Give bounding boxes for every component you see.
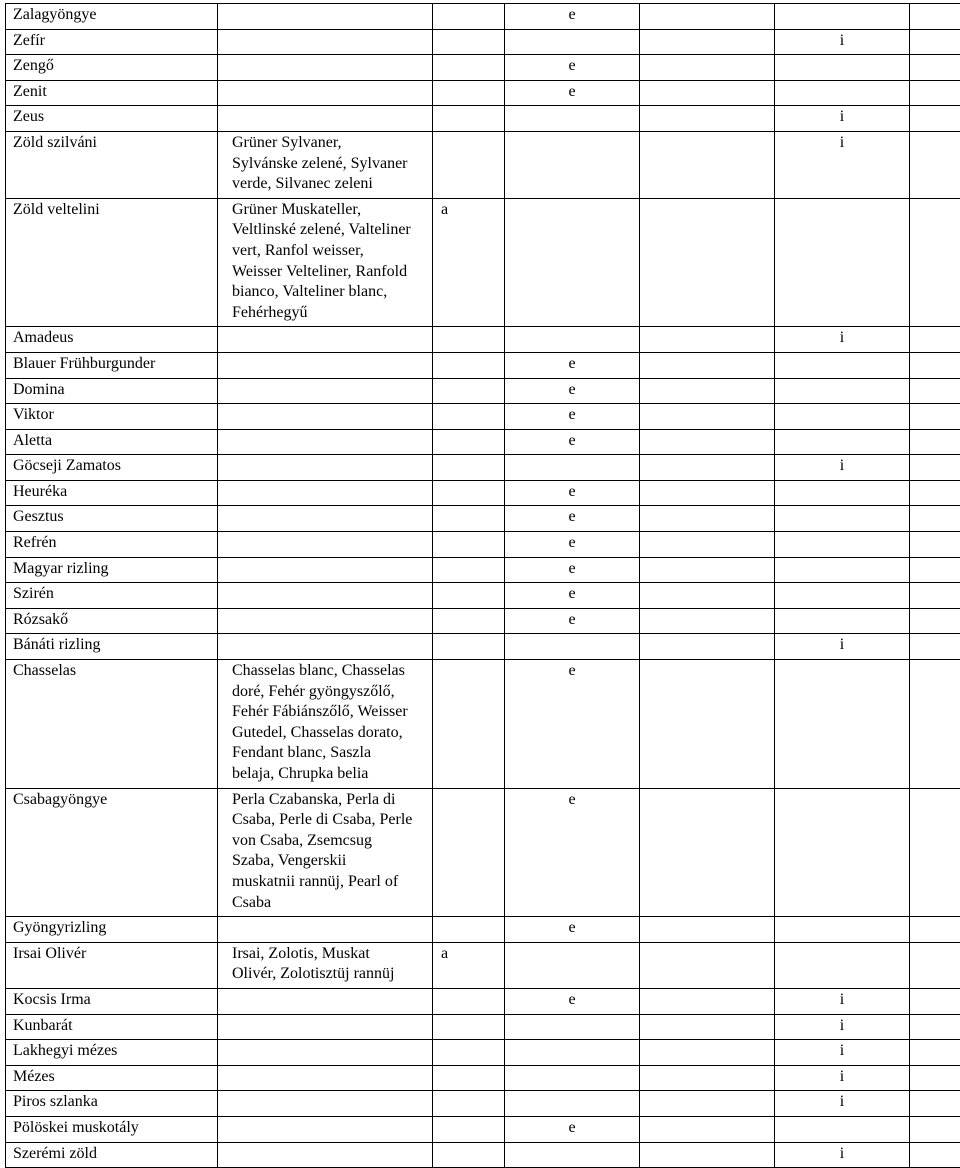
table-row (6, 80, 960, 106)
synonyms-cell (218, 532, 433, 558)
empty-cell (640, 634, 775, 660)
synonyms-cell (218, 378, 433, 404)
mark-e-cell: e (505, 352, 640, 378)
mark-a-cell (433, 1014, 505, 1040)
mark-a-cell (433, 634, 505, 660)
empty-cell (640, 80, 775, 106)
table-row (6, 942, 960, 988)
mark-e-cell (505, 29, 640, 55)
table-row (6, 608, 960, 634)
synonyms-cell (218, 352, 433, 378)
synonyms-cell: Chasselas blanc, Chasselas doré, Fehér gyöngyszőlő, Fehér Fábiánszőlő, Weisser Gutedel, Chasselas dorato, Fendant blanc, Saszla belaja, Chrupka belia (218, 660, 433, 789)
synonyms-cell (218, 4, 433, 30)
variety-name-cell: Zefír (6, 29, 218, 55)
mark-i-cell (775, 583, 910, 609)
mark-i-cell: i (775, 634, 910, 660)
table-row (6, 429, 960, 455)
mark-a-cell: a (433, 942, 505, 988)
synonyms-cell: Perla Czabanska, Perla di Csaba, Perle di Csaba, Perle von Csaba, Zsemcsug Szaba, Vengerskii muskatnii rannüj, Pearl of Csaba (218, 788, 433, 917)
mark-e-cell (505, 634, 640, 660)
variety-name-cell: Mézes (6, 1065, 218, 1091)
table-row (6, 106, 960, 132)
table-row (6, 480, 960, 506)
empty-cell (910, 198, 960, 327)
table-row (6, 29, 960, 55)
mark-i-cell (775, 480, 910, 506)
variety-name-cell: Kunbarát (6, 1014, 218, 1040)
variety-name-cell: Amadeus (6, 327, 218, 353)
mark-a-cell (433, 378, 505, 404)
mark-i-cell (775, 660, 910, 789)
empty-cell (910, 378, 960, 404)
synonyms-cell (218, 1065, 433, 1091)
mark-a-cell (433, 917, 505, 943)
mark-i-cell (775, 404, 910, 430)
table-row (6, 917, 960, 943)
synonyms-cell (218, 1014, 433, 1040)
table-row (6, 131, 960, 198)
mark-e-cell: e (505, 788, 640, 917)
mark-i-cell (775, 788, 910, 917)
mark-i-cell (775, 557, 910, 583)
synonyms-cell (218, 988, 433, 1014)
mark-a-cell (433, 1116, 505, 1142)
mark-a-cell (433, 1091, 505, 1117)
empty-cell (910, 80, 960, 106)
variety-name-cell: Lakhegyi mézes (6, 1040, 218, 1066)
mark-e-cell (505, 1040, 640, 1066)
variety-name-cell: Bánáti rizling (6, 634, 218, 660)
empty-cell (910, 506, 960, 532)
mark-e-cell: e (505, 608, 640, 634)
mark-i-cell: i (775, 455, 910, 481)
mark-i-cell: i (775, 1065, 910, 1091)
table-body (6, 4, 960, 1168)
empty-cell (640, 378, 775, 404)
empty-cell (910, 455, 960, 481)
empty-cell (910, 634, 960, 660)
mark-a-cell (433, 55, 505, 81)
empty-cell (910, 583, 960, 609)
empty-cell (910, 788, 960, 917)
synonyms-cell (218, 583, 433, 609)
mark-e-cell: e (505, 80, 640, 106)
synonyms-cell (218, 106, 433, 132)
variety-name-cell: Viktor (6, 404, 218, 430)
synonyms-cell (218, 480, 433, 506)
empty-cell (910, 4, 960, 30)
empty-cell (640, 506, 775, 532)
mark-e-cell (505, 942, 640, 988)
mark-i-cell: i (775, 1142, 910, 1168)
mark-a-cell (433, 327, 505, 353)
variety-name-cell: Gyöngyrizling (6, 917, 218, 943)
mark-i-cell: i (775, 988, 910, 1014)
mark-a-cell (433, 532, 505, 558)
table-row (6, 506, 960, 532)
empty-cell (640, 480, 775, 506)
variety-name-cell: Aletta (6, 429, 218, 455)
synonyms-cell (218, 557, 433, 583)
synonyms-cell (218, 634, 433, 660)
empty-cell (910, 532, 960, 558)
mark-i-cell (775, 506, 910, 532)
empty-cell (640, 4, 775, 30)
mark-i-cell (775, 532, 910, 558)
mark-a-cell (433, 80, 505, 106)
mark-e-cell: e (505, 917, 640, 943)
empty-cell (640, 1091, 775, 1117)
table-row (6, 4, 960, 30)
variety-name-cell: Kocsis Irma (6, 988, 218, 1014)
empty-cell (640, 1040, 775, 1066)
table-row (6, 404, 960, 430)
table-row (6, 788, 960, 917)
empty-cell (910, 352, 960, 378)
mark-i-cell (775, 80, 910, 106)
mark-i-cell (775, 55, 910, 81)
empty-cell (640, 352, 775, 378)
synonyms-cell: Grüner Sylvaner, Sylvánske zelené, Sylvaner verde, Silvanec zeleni (218, 131, 433, 198)
mark-e-cell: e (505, 55, 640, 81)
empty-cell (640, 660, 775, 789)
variety-name-cell: Pölöskei muskotály (6, 1116, 218, 1142)
variety-name-cell: Szirén (6, 583, 218, 609)
synonyms-cell (218, 1142, 433, 1168)
mark-i-cell (775, 429, 910, 455)
empty-cell (910, 917, 960, 943)
mark-a-cell (433, 455, 505, 481)
empty-cell (640, 1142, 775, 1168)
table-row (6, 1116, 960, 1142)
mark-i-cell (775, 608, 910, 634)
table-row (6, 583, 960, 609)
synonyms-cell (218, 429, 433, 455)
mark-a-cell: a (433, 198, 505, 327)
empty-cell (640, 404, 775, 430)
variety-name-cell: Zenit (6, 80, 218, 106)
variety-name-cell: Csabagyöngye (6, 788, 218, 917)
mark-e-cell: e (505, 506, 640, 532)
variety-name-cell: Gesztus (6, 506, 218, 532)
empty-cell (640, 988, 775, 1014)
mark-a-cell (433, 1040, 505, 1066)
empty-cell (910, 1065, 960, 1091)
mark-i-cell: i (775, 1040, 910, 1066)
synonyms-cell: Irsai, Zolotis, Muskat Olivér, Zolotisztüj rannüj (218, 942, 433, 988)
empty-cell (640, 1014, 775, 1040)
mark-e-cell (505, 327, 640, 353)
mark-a-cell (433, 583, 505, 609)
mark-i-cell: i (775, 106, 910, 132)
table-row (6, 532, 960, 558)
variety-name-cell: Zalagyöngye (6, 4, 218, 30)
mark-a-cell (433, 429, 505, 455)
synonyms-cell (218, 506, 433, 532)
table-row (6, 55, 960, 81)
mark-a-cell (433, 4, 505, 30)
empty-cell (910, 608, 960, 634)
mark-a-cell (433, 352, 505, 378)
table-row (6, 198, 960, 327)
synonyms-cell (218, 1116, 433, 1142)
empty-cell (640, 327, 775, 353)
empty-cell (640, 608, 775, 634)
mark-e-cell: e (505, 429, 640, 455)
mark-e-cell (505, 1014, 640, 1040)
mark-i-cell (775, 4, 910, 30)
mark-i-cell (775, 378, 910, 404)
mark-a-cell (433, 131, 505, 198)
mark-i-cell: i (775, 131, 910, 198)
empty-cell (640, 532, 775, 558)
empty-cell (910, 1091, 960, 1117)
empty-cell (640, 131, 775, 198)
mark-a-cell (433, 106, 505, 132)
empty-cell (640, 1116, 775, 1142)
synonyms-cell (218, 1091, 433, 1117)
mark-a-cell (433, 557, 505, 583)
mark-i-cell: i (775, 1091, 910, 1117)
variety-name-cell: Domina (6, 378, 218, 404)
mark-a-cell (433, 608, 505, 634)
empty-cell (640, 198, 775, 327)
empty-cell (910, 1014, 960, 1040)
empty-cell (640, 455, 775, 481)
table-row (6, 988, 960, 1014)
table-row (6, 1040, 960, 1066)
mark-a-cell (433, 404, 505, 430)
synonyms-cell: Grüner Muskateller, Veltlinské zelené, Valteliner vert, Ranfol weisser, Weisser Velteliner, Ranfold bianco, Valteliner blanc, Fehérhegyű (218, 198, 433, 327)
variety-name-cell: Blauer Frühburgunder (6, 352, 218, 378)
empty-cell (910, 942, 960, 988)
mark-i-cell (775, 917, 910, 943)
mark-e-cell: e (505, 557, 640, 583)
variety-name-cell: Zengő (6, 55, 218, 81)
mark-i-cell (775, 1116, 910, 1142)
mark-e-cell (505, 455, 640, 481)
mark-e-cell (505, 131, 640, 198)
synonyms-cell (218, 327, 433, 353)
empty-cell (640, 1065, 775, 1091)
empty-cell (640, 583, 775, 609)
empty-cell (640, 429, 775, 455)
synonyms-cell (218, 455, 433, 481)
variety-name-cell: Refrén (6, 532, 218, 558)
mark-e-cell: e (505, 660, 640, 789)
synonyms-cell (218, 608, 433, 634)
mark-a-cell (433, 506, 505, 532)
table-row (6, 1142, 960, 1168)
variety-name-cell: Piros szlanka (6, 1091, 218, 1117)
mark-a-cell (433, 660, 505, 789)
mark-e-cell: e (505, 480, 640, 506)
mark-i-cell: i (775, 29, 910, 55)
variety-name-cell: Zeus (6, 106, 218, 132)
synonyms-cell (218, 80, 433, 106)
empty-cell (640, 917, 775, 943)
variety-name-cell: Zöld veltelini (6, 198, 218, 327)
mark-a-cell (433, 29, 505, 55)
mark-a-cell (433, 788, 505, 917)
mark-a-cell (433, 1142, 505, 1168)
mark-i-cell (775, 942, 910, 988)
empty-cell (910, 557, 960, 583)
mark-e-cell (505, 1091, 640, 1117)
empty-cell (910, 1142, 960, 1168)
mark-e-cell: e (505, 1116, 640, 1142)
table-row (6, 1065, 960, 1091)
empty-cell (640, 55, 775, 81)
empty-cell (910, 404, 960, 430)
mark-e-cell: e (505, 988, 640, 1014)
mark-i-cell (775, 198, 910, 327)
variety-name-cell: Irsai Olivér (6, 942, 218, 988)
empty-cell (910, 327, 960, 353)
table-row (6, 1091, 960, 1117)
table-row (6, 352, 960, 378)
synonyms-cell (218, 29, 433, 55)
mark-a-cell (433, 1065, 505, 1091)
table-row (6, 455, 960, 481)
table-row (6, 634, 960, 660)
grape-variety-table (5, 3, 960, 1168)
mark-a-cell (433, 988, 505, 1014)
mark-i-cell (775, 352, 910, 378)
empty-cell (910, 29, 960, 55)
mark-i-cell: i (775, 327, 910, 353)
mark-e-cell (505, 198, 640, 327)
variety-name-cell: Göcseji Zamatos (6, 455, 218, 481)
empty-cell (910, 55, 960, 81)
empty-cell (640, 106, 775, 132)
variety-name-cell: Zöld szilváni (6, 131, 218, 198)
empty-cell (910, 480, 960, 506)
mark-e-cell: e (505, 404, 640, 430)
mark-e-cell (505, 1065, 640, 1091)
empty-cell (910, 131, 960, 198)
mark-a-cell (433, 480, 505, 506)
mark-e-cell (505, 106, 640, 132)
empty-cell (640, 788, 775, 917)
empty-cell (910, 106, 960, 132)
variety-name-cell: Chasselas (6, 660, 218, 789)
mark-i-cell: i (775, 1014, 910, 1040)
empty-cell (640, 29, 775, 55)
table-row (6, 327, 960, 353)
table-row (6, 557, 960, 583)
variety-name-cell: Heuréka (6, 480, 218, 506)
variety-name-cell: Rózsakő (6, 608, 218, 634)
empty-cell (640, 557, 775, 583)
mark-e-cell: e (505, 4, 640, 30)
variety-name-cell: Magyar rizling (6, 557, 218, 583)
empty-cell (910, 660, 960, 789)
table-row (6, 378, 960, 404)
empty-cell (910, 429, 960, 455)
empty-cell (640, 942, 775, 988)
mark-e-cell: e (505, 532, 640, 558)
table-row (6, 660, 960, 789)
mark-e-cell (505, 1142, 640, 1168)
empty-cell (910, 1040, 960, 1066)
empty-cell (910, 988, 960, 1014)
synonyms-cell (218, 55, 433, 81)
synonyms-cell (218, 917, 433, 943)
table-row (6, 1014, 960, 1040)
variety-name-cell: Szerémi zöld (6, 1142, 218, 1168)
mark-e-cell: e (505, 583, 640, 609)
mark-e-cell: e (505, 378, 640, 404)
synonyms-cell (218, 1040, 433, 1066)
empty-cell (910, 1116, 960, 1142)
synonyms-cell (218, 404, 433, 430)
